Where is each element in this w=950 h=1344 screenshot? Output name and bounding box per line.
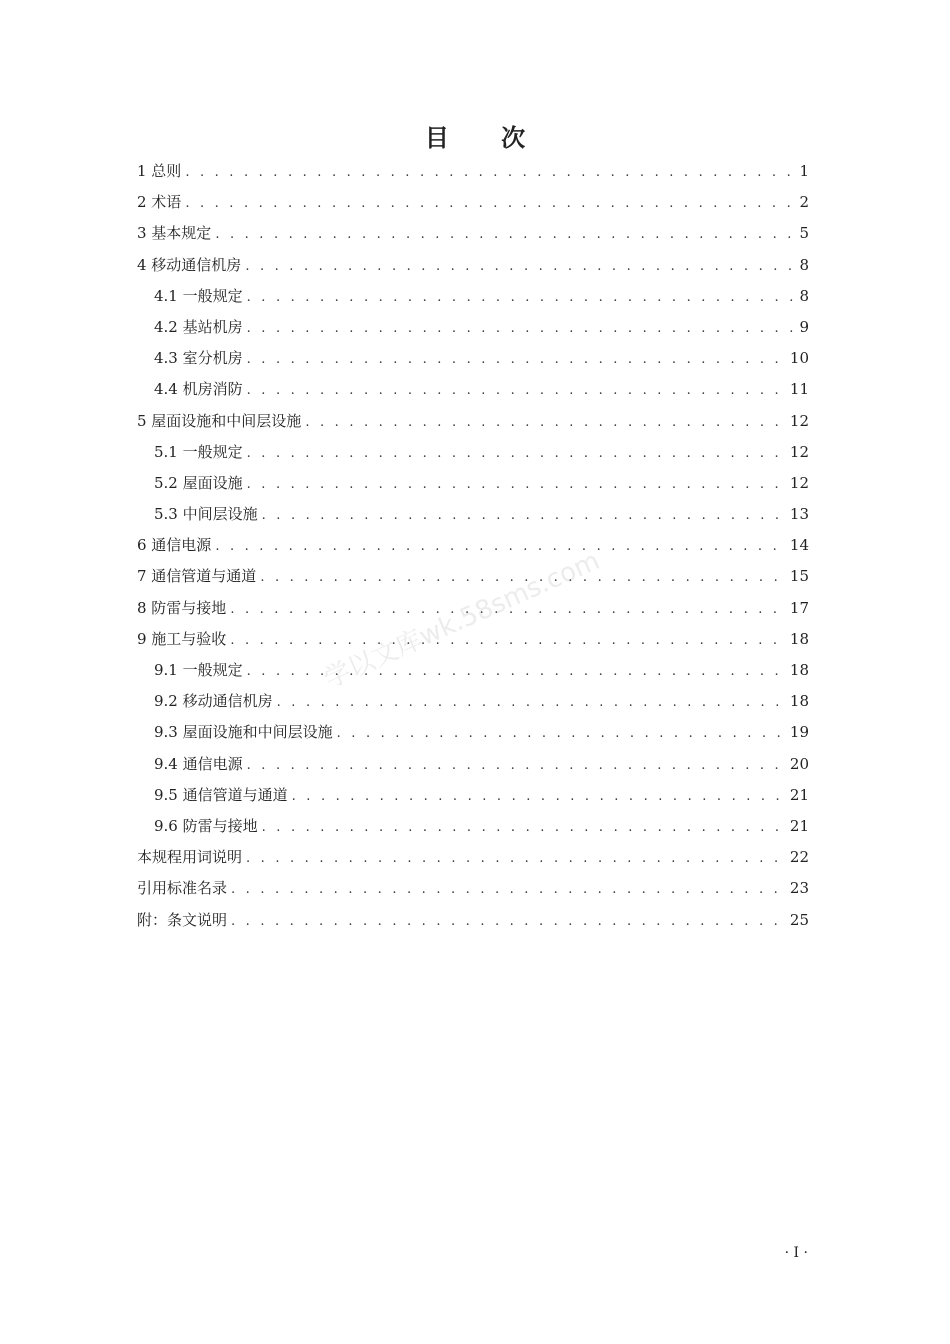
dot-leader <box>245 251 795 282</box>
dot-leader <box>247 344 786 375</box>
toc-entry-label: 1 总则 <box>137 162 182 180</box>
dot-leader <box>247 313 796 344</box>
toc-entry-label: 5.3 中间层设施 <box>154 505 258 524</box>
toc-entry-label: 5 屋面设施和中间层设施 <box>137 411 302 430</box>
watermark: 学以文库wk.58sms.com <box>319 545 605 695</box>
toc-entry-label: 2 术语 <box>137 193 182 212</box>
toc-entry-page-number: 15 <box>789 567 809 586</box>
toc-entry-page-number: 1 <box>799 162 809 180</box>
toc-entry[interactable] <box>137 717 809 748</box>
toc-entry-label: 9.6 防雷与接地 <box>154 816 258 835</box>
toc-entry-label: 9.3 屋面设施和中间层设施 <box>154 723 333 742</box>
toc-entry-label: 4.1 一般规定 <box>154 286 243 305</box>
toc-entry-page-number: 19 <box>789 723 809 742</box>
dot-leader <box>215 531 786 562</box>
toc-entry-page-number: 18 <box>789 661 809 679</box>
toc-entry-page-number: 20 <box>789 754 809 773</box>
toc-entry[interactable] <box>137 250 809 281</box>
toc-entry-label: 9.2 移动通信机房 <box>154 692 273 711</box>
toc-entry[interactable] <box>137 187 809 218</box>
toc-entry-page-number: 17 <box>789 598 809 617</box>
toc-entry-label: 本规程用词说明 <box>137 848 243 867</box>
toc-entry-page-number: 18 <box>789 629 809 648</box>
dot-leader <box>185 188 795 219</box>
toc-entry-label: 3 基本规定 <box>137 224 212 243</box>
toc-entry[interactable] <box>137 655 809 686</box>
dot-leader <box>337 718 786 749</box>
toc-entry-label: 9 施工与验收 <box>137 629 227 648</box>
toc-entry[interactable] <box>137 218 809 249</box>
toc-entry-page-number: 9 <box>799 317 809 336</box>
toc-entry[interactable] <box>137 780 809 811</box>
toc-entry[interactable] <box>137 468 809 499</box>
dot-leader <box>247 282 796 313</box>
toc-entry-label: 5.2 屋面设施 <box>154 473 243 492</box>
dot-leader <box>262 812 786 843</box>
toc-entry[interactable] <box>137 749 809 780</box>
dot-leader <box>277 687 786 718</box>
toc-entry[interactable] <box>137 374 809 405</box>
toc-entry-label: 4.3 室分机房 <box>154 349 243 368</box>
toc-entry[interactable] <box>137 499 809 530</box>
toc-entry-label: 5.1 一般规定 <box>154 442 243 461</box>
toc-entry-page-number: 22 <box>789 848 809 867</box>
toc-entry-page-number: 13 <box>789 505 809 524</box>
toc-entry-label: 8 防雷与接地 <box>137 598 227 617</box>
toc-entry-page-number: 12 <box>789 473 809 492</box>
toc-entry[interactable] <box>137 905 809 936</box>
toc-entry-page-number: 11 <box>789 380 809 399</box>
toc-entry[interactable] <box>137 530 809 561</box>
dot-leader <box>215 219 795 250</box>
dot-leader <box>247 438 786 469</box>
toc-entry-label: 引用标准名录 <box>137 879 228 898</box>
toc-entry[interactable] <box>137 281 809 312</box>
toc-entry[interactable] <box>137 561 809 592</box>
dot-leader <box>247 469 786 500</box>
dot-leader <box>230 625 786 656</box>
toc-entry-page-number: 5 <box>799 224 809 243</box>
toc-entry-page-number: 8 <box>799 286 809 305</box>
dot-leader <box>246 843 786 874</box>
toc-entry-label: 4.4 机房消防 <box>154 380 243 399</box>
toc-entry[interactable] <box>137 437 809 468</box>
toc-entry-page-number: 12 <box>789 411 809 430</box>
toc-entry-page-number: 21 <box>789 785 809 804</box>
toc-entry-page-number: 23 <box>789 879 809 898</box>
table-of-contents <box>137 156 809 936</box>
toc-entry-label: 7 通信管道与通道 <box>137 567 257 586</box>
toc-entry-page-number: 18 <box>789 692 809 711</box>
toc-entry[interactable] <box>137 686 809 717</box>
toc-entry-label: 6 通信电源 <box>137 536 212 555</box>
toc-entry[interactable] <box>137 312 809 343</box>
toc-entry-page-number: 14 <box>789 536 809 555</box>
toc-entry[interactable] <box>137 873 809 904</box>
dot-leader <box>247 375 786 406</box>
toc-entry-label: 附：条文说明 <box>137 910 228 929</box>
toc-entry-label: 4 移动通信机房 <box>137 255 242 274</box>
toc-entry-page-number: 10 <box>789 349 809 368</box>
dot-leader <box>305 407 786 438</box>
toc-entry-label: 9.1 一般规定 <box>154 661 243 679</box>
toc-entry[interactable] <box>137 811 809 842</box>
toc-entry[interactable] <box>137 156 809 187</box>
toc-entry-page-number: 25 <box>789 910 809 929</box>
toc-entry[interactable] <box>137 343 809 374</box>
dot-leader <box>231 906 786 937</box>
toc-title: 目 次 <box>424 124 548 152</box>
toc-entry[interactable] <box>137 406 809 437</box>
dot-leader <box>292 781 786 812</box>
toc-entry-page-number: 12 <box>789 442 809 461</box>
toc-entry-label: 4.2 基站机房 <box>154 317 243 336</box>
toc-entry[interactable] <box>137 842 809 873</box>
toc-entry-label: 9.5 通信管道与通道 <box>154 785 288 804</box>
dot-leader <box>231 874 786 905</box>
toc-entry-page-number: 8 <box>799 255 809 274</box>
toc-entry-page-number: 2 <box>799 193 809 212</box>
dot-leader <box>247 750 786 781</box>
dot-leader <box>262 500 786 531</box>
toc-entry-page-number: 21 <box>789 816 809 835</box>
page-number: · I · <box>784 1245 808 1261</box>
toc-entry-label: 9.4 通信电源 <box>154 754 243 773</box>
dot-leader <box>185 157 795 188</box>
